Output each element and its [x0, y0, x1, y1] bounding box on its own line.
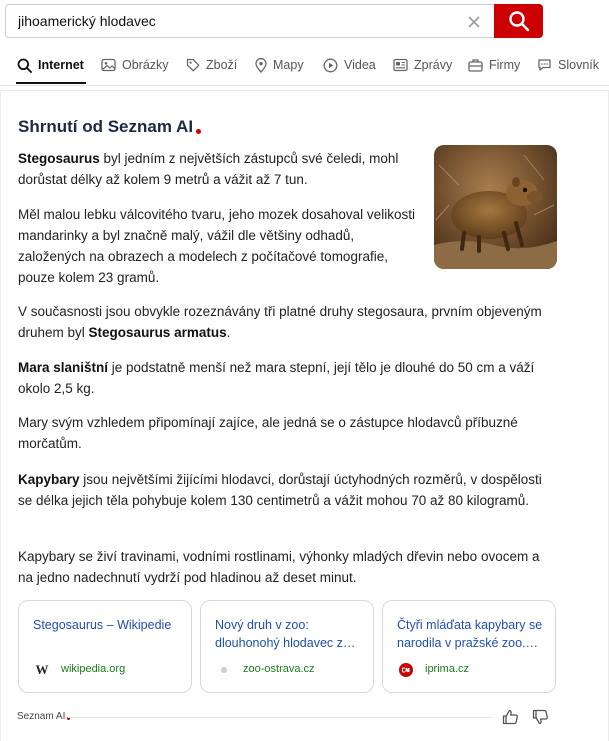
wikipedia-icon: W — [35, 662, 49, 677]
source-domain: iprima.cz — [425, 663, 470, 675]
thumbs-down-icon — [532, 709, 549, 725]
source-title-link[interactable]: Stegosaurus – Wikipedie — [33, 618, 172, 632]
play-icon — [323, 58, 338, 73]
tab-slovnik[interactable] — [537, 47, 599, 83]
summary-paragraph-7 — [18, 546, 548, 588]
summary-title-text: Shrnutí od Seznam AI — [18, 117, 194, 136]
summary-title — [18, 117, 201, 137]
search-icon — [508, 10, 530, 32]
paragraph-text: jsou největšími žijícími hlodavci, dorůstají úctyhodných rozměrů, v dospělosti se délka jejich těla pohybuje kolem 130 centimetrů a vážit mohou 70 až 80 kilogramů. — [18, 472, 542, 508]
bold-term: Kapybary — [18, 472, 80, 487]
tab-obrazky[interactable] — [101, 47, 169, 83]
speech-bubble-icon — [537, 58, 552, 72]
dot-icon — [217, 663, 231, 677]
tab-label: Slovník — [558, 58, 599, 72]
thumbs-down-button[interactable] — [530, 707, 550, 727]
close-icon — [467, 15, 481, 29]
tab-firmy[interactable] — [468, 47, 520, 83]
paragraph-text: Měl malou lebku válcovitého tvaru, jeho mozek dosahoval velikosti mandarinky a byl značně malý, vážil dle většiny odhadů, založených na obrazech a modelech z počítačové tomografie, pouze kolem 23 gramů. — [18, 207, 415, 285]
paragraph-text: Kapybary se živí travinami, vodními rostlinami, výhonky mladých dřevin nebo ovocem a na jedno nadechnutí vydrží pod hladinou až deset minut. — [18, 549, 540, 585]
tab-label: Obrázky — [122, 58, 169, 72]
search-box — [5, 4, 543, 38]
news-icon — [393, 58, 408, 72]
active-tab-indicator — [16, 82, 86, 84]
paragraph-text: byl jedním z největších zástupců své čeledi, mohl dorůstat délky až kolem 9 metrů a vážit až 7 tun. — [18, 151, 399, 187]
summary-paragraph-5 — [18, 412, 548, 454]
search-tabs — [0, 47, 609, 86]
rodent-photo — [434, 145, 557, 269]
summary-thumbnail[interactable] — [434, 145, 557, 269]
search-input[interactable] — [6, 5, 468, 37]
tab-zbozi[interactable] — [186, 47, 237, 83]
footer-brand — [17, 711, 70, 722]
footer-brand-text: Seznam AI — [17, 711, 66, 722]
map-pin-icon — [255, 58, 267, 73]
divider — [68, 717, 492, 718]
thumbs-up-icon — [502, 709, 519, 725]
tab-label: Internet — [38, 58, 84, 72]
summary-paragraph-2 — [18, 204, 423, 288]
tab-label: Zprávy — [414, 58, 453, 72]
source-card[interactable] — [18, 600, 192, 693]
tab-internet[interactable] — [17, 47, 84, 83]
paragraph-text: V současnosti jsou obvykle rozeznávány tři platné druhy stegosaura, prvním objeveným druhem byl — [18, 304, 542, 340]
summary-paragraph-6 — [18, 469, 548, 511]
summary-paragraph-3 — [18, 301, 548, 343]
source-title-link[interactable]: Čtyři mláďata kapybary se narodila v pražské zoo.… — [397, 618, 543, 650]
search-button[interactable] — [494, 4, 543, 38]
tab-label: Firmy — [489, 58, 521, 72]
brand-dot-icon — [196, 129, 201, 134]
source-title-link[interactable]: Nový druh v zoo: dlouhonohý hlodavec z… — [215, 618, 356, 650]
tab-mapy[interactable] — [255, 47, 304, 83]
summary-paragraph-1 — [18, 148, 423, 190]
thumbs-up-button[interactable] — [500, 707, 520, 727]
tab-label: Mapy — [273, 58, 304, 72]
tab-label: Zboží — [206, 58, 238, 72]
tab-label: Videa — [344, 58, 376, 72]
clear-search-button[interactable] — [464, 12, 484, 32]
paragraph-text: je podstatně menší než mara stepní, její tělo je dlouhé do 50 cm a váží okolo 2,5 kg. — [18, 360, 535, 396]
source-domain: wikipedia.org — [61, 663, 126, 675]
source-card[interactable] — [382, 600, 556, 693]
bold-term: Stegosaurus armatus — [88, 325, 227, 340]
tab-videa[interactable] — [323, 47, 376, 83]
paragraph-text: Mary svým vzhledem připomínají zajíce, ale jedná se o zástupce hlodavců příbuzné morčatům. — [18, 415, 518, 451]
bold-term: Stegosaurus — [18, 151, 100, 166]
image-icon — [101, 58, 116, 72]
source-domain: zoo-ostrava.cz — [243, 663, 315, 675]
summary-paragraph-4 — [18, 357, 548, 399]
briefcase-icon — [468, 58, 483, 72]
tab-zpravy[interactable] — [393, 47, 452, 83]
search-icon — [17, 58, 32, 73]
source-card[interactable] — [200, 600, 374, 693]
cnn-icon — [399, 663, 413, 677]
paragraph-text: . — [226, 325, 231, 340]
bold-term: Mara slaništní — [18, 360, 109, 375]
tag-icon — [186, 58, 200, 72]
